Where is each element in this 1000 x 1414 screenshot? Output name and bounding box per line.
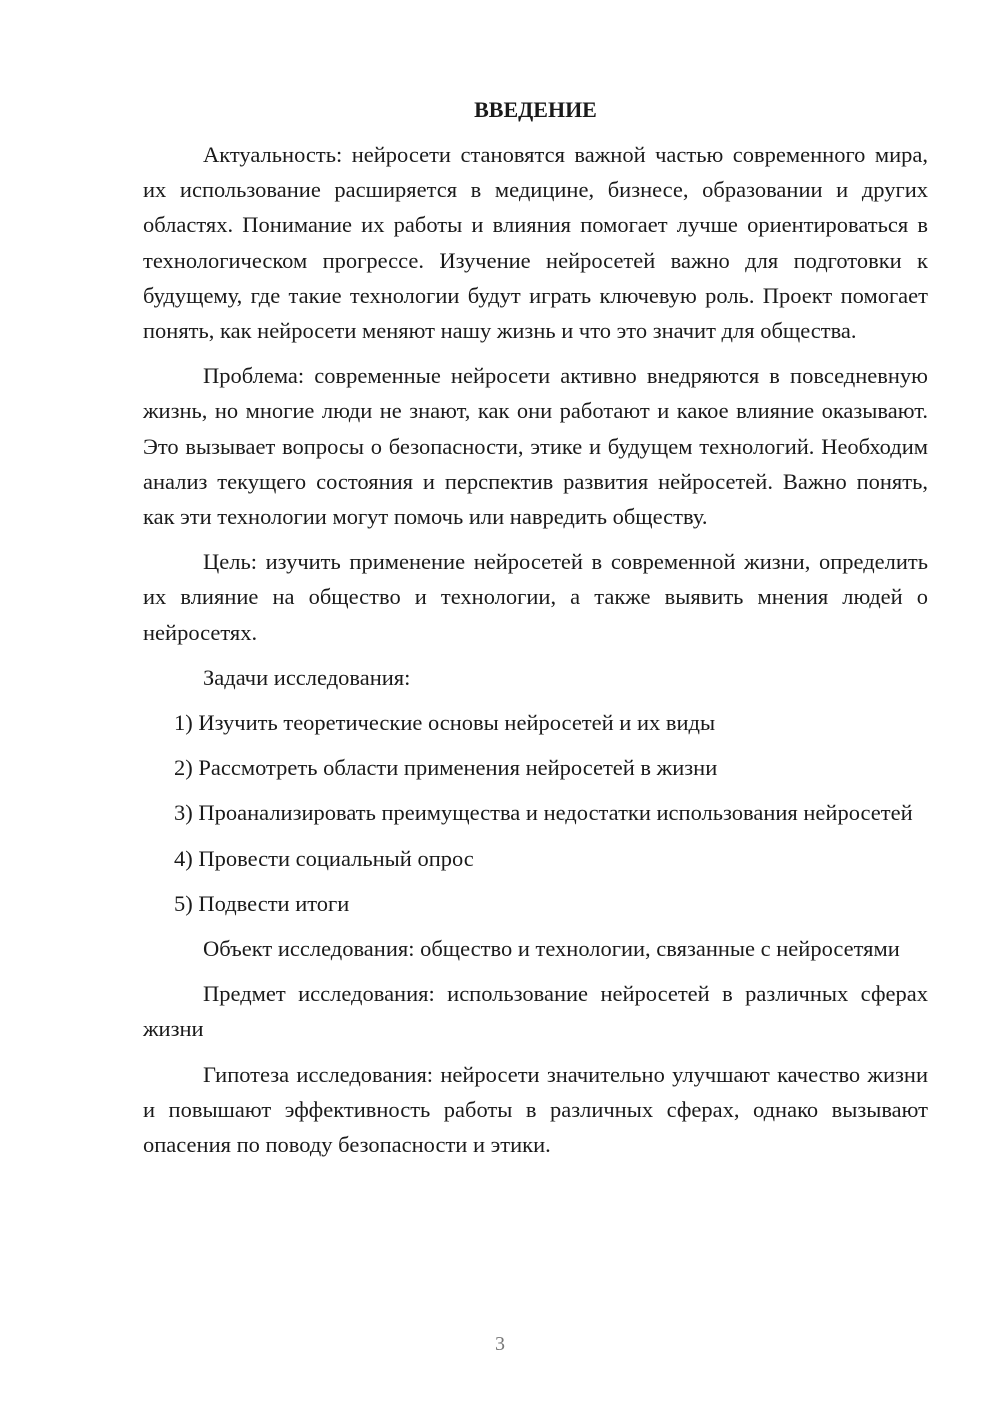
task-item-2: 2) Рассмотреть области применения нейросетей в жизни <box>174 755 718 781</box>
task-item-3: 3) Проанализировать преимущества и недостатки использования нейросетей <box>174 800 913 826</box>
object-paragraph: Объект исследования: общество и технологии, связанные с нейросетями <box>203 936 900 962</box>
goal-paragraph: Цель: изучить применение нейросетей в современной жизни, определить их влияние на общество и технологии, а также выявить мнения людей о нейросетях. <box>143 549 928 645</box>
page-number: 3 <box>495 1333 505 1355</box>
subject-paragraph: Предмет исследования: использование нейросетей в различных сферах жизни <box>143 981 928 1042</box>
page-content <box>143 92 928 1162</box>
task-item-4: 4) Провести социальный опрос <box>174 845 474 871</box>
problem-paragraph: Проблема: современные нейросети активно внедряются в повседневную жизнь, но многие люди не знают, как они работают и какое влияние оказывают. Это вызывает вопросы о безопасности, этике и будущем технологий. Необходим анализ текущего состояния и перспектив развития нейросетей. Важно понять, как эти технологии могут помочь или навредить обществу. <box>143 363 928 530</box>
hypothesis-paragraph: Гипотеза исследования: нейросети значительно улучшают качество жизни и повышают эффективность работы в различных сферах, однако вызывают опасения по поводу безопасности и этики. <box>143 1061 928 1158</box>
task-item-1: 1) Изучить теоретические основы нейросетей и их виды <box>174 710 716 736</box>
tasks-intro: Задачи исследования: <box>203 664 411 690</box>
section-heading: ВВЕДЕНИЕ <box>474 97 597 122</box>
task-item-5: 5) Подвести итоги <box>174 890 350 916</box>
relevance-paragraph: Актуальность: нейросети становятся важной частью современного мира, их использование расширяется в медицине, бизнесе, образовании и других областях. Понимание их работы и влияния помогает лучше ориентироваться в технологическом прогрессе. Изучение нейросетей важно для подготовки к будущему, где такие технологии будут играть ключевую роль. Проект помогает понять, как нейросети меняют нашу жизнь и что это значит для общества. <box>143 142 928 344</box>
